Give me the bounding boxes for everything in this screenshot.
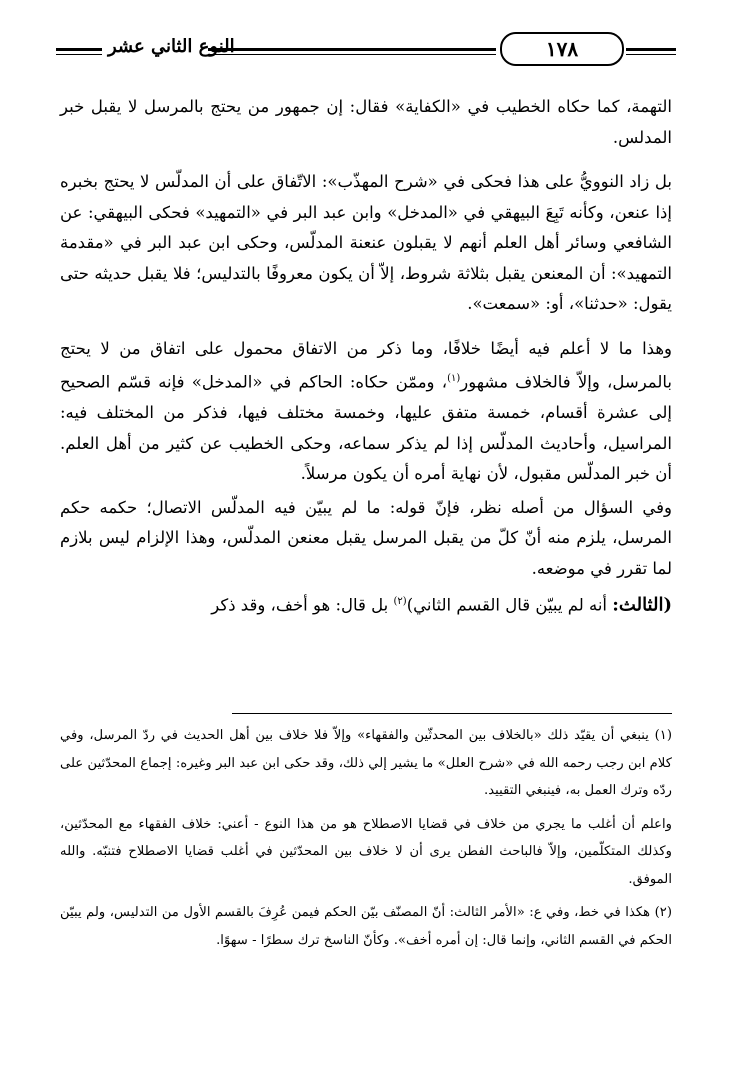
- paragraph-3-part-a: وهذا ما لا أعلم فيه أيضًا خلافًا، وما ذكر من الاتفاق محمول على اتفاق من لا يحتج بالمرسل، وإلاّ فالخلاف مشهور: [60, 338, 672, 392]
- page-number: ١٧٨: [500, 32, 624, 66]
- header-rule-left: [56, 48, 102, 51]
- running-title: النوع الثاني عشر: [108, 36, 235, 57]
- header-rule-middle: [208, 48, 496, 51]
- paragraph-5: [60, 587, 672, 621]
- paragraph-5-part-a: أنه لم يبيّن قال القسم الثاني): [406, 595, 613, 615]
- footnotes: [60, 722, 672, 954]
- footnote-ref-1[interactable]: (١): [447, 373, 461, 384]
- footnote-divider: [232, 713, 672, 714]
- section-lead-third: (الثالث:: [612, 594, 672, 616]
- header-rule-right: [626, 48, 676, 51]
- paragraph-3: [60, 334, 672, 490]
- page-header: [56, 28, 676, 70]
- paragraph-4: وفي السؤال من أصله نظر، فإنّ قوله: ما لم يبيّن فيه المدلّس الاتصال؛ حكمه حكم المرسل، يلزم منه أنّ كلّ من يقبل المرسل يقبل معنعن المدلّس، وهذا الإلزام ليس بلازم لما تقرر في موضعه.: [60, 497, 672, 578]
- footnote-2: (٢) هكذا في خط، وفي ع: «الأمر الثالث: أنّ المصنّف بيّن الحكم فيمن عُرِفَ بالقسم الأول من التدليس، ولم يبيّن الحكم في القسم الثاني، وإنما قال: إن أمره أخف». وكأنّ الناسخ ترك سطرًا - سهوًا.: [60, 905, 672, 948]
- main-text: [60, 92, 672, 621]
- paragraph-5-part-b: بل قال: هو أخف، وقد ذكر: [211, 595, 394, 615]
- paragraph-1: التهمة، كما حكاه الخطيب في «الكفاية» فقال: إن جمهور من يحتج بالمرسل لا يقبل خبر المدلس.: [60, 97, 672, 147]
- footnote-1-continued: واعلم أن أغلب ما يجري من خلاف في قضايا الاصطلاح هو من هذا النوع - أعني: خلاف الفقهاء مع المحدّثين، وكذلك المتكلّمين، وإلاّ فالباحث الفطن يرى أن لا خلاف بين المحدّثين في أغلب قضايا الاصطلاح فتنبّه. والله الموفق.: [60, 816, 672, 887]
- footnote-1: (١) ينبغي أن يقيّد ذلك «بالخلاف بين المحدثّين والفقهاء» وإلاّ فلا خلاف بين أهل الحديث في ردّ المرسل، وفي كلام ابن رجب رحمه الله في «شرح العلل» ما يشير إلي ذلك، وقد حكى ابن عبد البر وغيره: إجماع المحدّثين على ردّه وترك العمل به، فينبغي التقييد.: [60, 728, 672, 798]
- footnote-ref-2[interactable]: (٢): [393, 596, 407, 607]
- paragraph-2: بل زاد النوويُّ على هذا فحكى في «شرح المهذّب»: الاتّفاق على أن المدلّس لا يحتج بخبره إذا عنعن، وكأنه تَبِعَ البيهقي في «المدخل» وابن عبد البر في «التمهيد» فحكى البيهقي: عن الشافعي وسائر أهل العلم أنهم لا يقبلون عنعنة المدلّس، وحكى ابن عبد البر في «مقدمة التمهيد»: أن المعنعن يقبل بثلاثة شروط، إلاّ أن يكون معروفًا بالتدليس؛ فلا يقبل حديثه حتى يقول: «حدثنا»، أو: «سمعت».: [60, 172, 672, 313]
- paragraph-3-part-b: ، وممّن حكاه: الحاكم في «المدخل» فإنه قسّم الصحيح إلى عشرة أقسام، خمسة متفق عليها، وخمسة مختلف فيها، فذكر من المختلف فيه: المراسيل، وأحاديث المدلّس إذا لم يذكر سماعه، وحكى الخطيب عن كثير من أهل العلم. أن خبر المدلّس مقبول، لأن نهاية أمره أن يكون مرسلاً.: [60, 372, 672, 483]
